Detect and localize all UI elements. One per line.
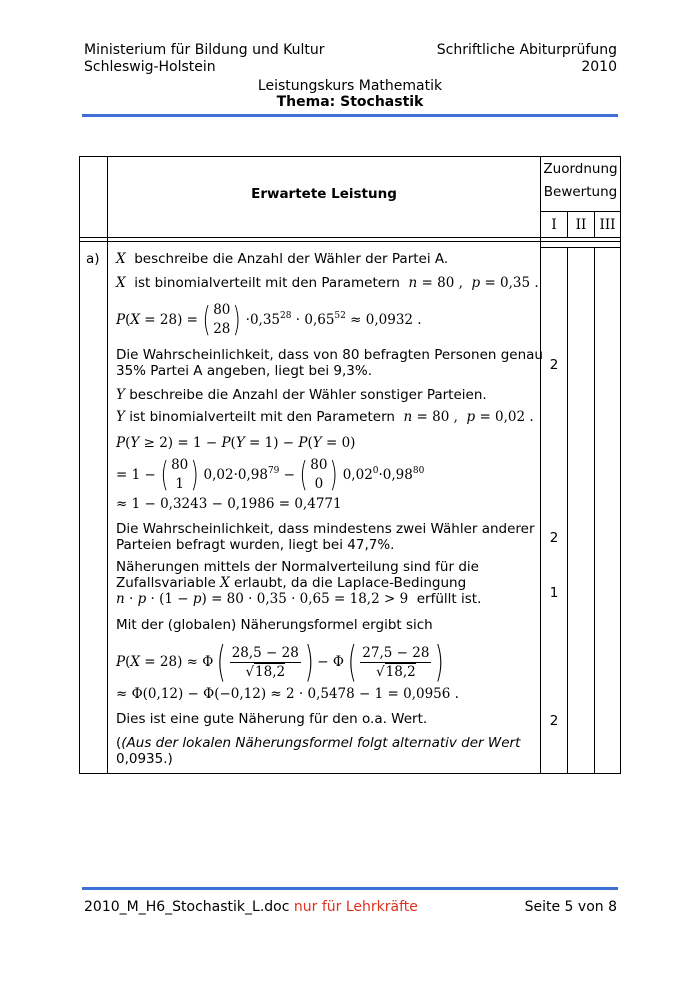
score-3: 1 — [549, 585, 559, 601]
footer-rule — [82, 887, 618, 890]
level-header-3: III — [599, 217, 616, 233]
formula-px28: P(X = 28) = ( 80 28 ) $\cdot 0,35^{28} \cdot 0,65^{52} \approx 0,0932$ . — [116, 300, 422, 340]
line-def-y: Y beschreibe die Anzahl der Wähler sonstiger Parteien. — [116, 387, 487, 403]
course-name: Leistungskurs Mathematik — [257, 78, 443, 94]
score-1: 2 — [549, 357, 559, 373]
text-result-2a: Die Wahrscheinlichkeit, dass mindestens zwei Wähler anderer — [116, 521, 535, 537]
exam-year: 2010 — [581, 59, 617, 75]
topic-title: Thema: Stochastik — [276, 94, 424, 110]
level-header-1: I — [551, 217, 557, 233]
text-result-1a: Die Wahrscheinlichkeit, dass von 80 befragten Personen genau — [116, 347, 543, 363]
column-header-bewertung: Bewertung — [543, 184, 618, 200]
text-local-formula-a: ((Aus der lokalen Näherungsformel folgt alternativ der Wert — [116, 735, 521, 751]
page-number: Seite 5 von 8 — [524, 899, 617, 915]
ministry-name: Ministerium für Bildung und Kultur — [84, 42, 325, 58]
line-binom-x: X ist binomialverteilt mit den Parametern n = 80 , p = 0,35 . — [116, 275, 539, 291]
column-header-zuordnung: Zuordnung — [543, 161, 618, 177]
footer-note: nur für Lehrkräfte — [293, 899, 418, 915]
state-name: Schleswig-Holstein — [84, 59, 216, 75]
level-header-2: II — [575, 217, 587, 233]
task-label: a) — [86, 251, 100, 267]
line-def-x: X beschreibe die Anzahl der Wähler der Partei A. — [116, 251, 449, 267]
formula-py2: P(Y ≥ 2) = 1 − P(Y = 1) − P(Y = 0) — [116, 435, 356, 451]
text-result-2b: Parteien befragt wurden, liegt bei 47,7%. — [116, 537, 395, 553]
column-header-expected: Erwartete Leistung — [251, 186, 397, 202]
formula-phi-result: ≈ Φ(0,12) − Φ(−0,12) ≈ 2 · 0,5478 − 1 = 0,0956 . — [116, 686, 459, 702]
score-4: 2 — [549, 713, 559, 729]
text-local-formula-b: 0,0935.) — [116, 751, 173, 767]
text-result-1b: 35% Partei A angeben, liegt bei 9,3%. — [116, 363, 373, 379]
text-laplace: n · p · (1 − p) = 80 · 0,35 · 0,65 = 18,2 > 9 erfüllt ist. — [116, 591, 482, 607]
footer-left — [84, 899, 418, 916]
exam-title: Schriftliche Abiturprüfung — [436, 42, 617, 58]
formula-phi: P(X = 28) ≈ Φ ( $\frac{28,5 - 28}{√18,2}$ ) − Φ ( $\frac{27,5 - 28}{√18,2}$ ) — [116, 637, 445, 686]
text-normal-2: Zufallsvariable X erlaubt, da die Laplace-Bedingung — [116, 575, 467, 591]
footer-filename: 2010_M_H6_Stochastik_L.doc — [84, 899, 290, 915]
text-normal-1: Näherungen mittels der Normalverteilung sind für die — [116, 559, 479, 575]
text-approximation-note: Dies ist eine gute Näherung für den o.a. Wert. — [116, 711, 428, 727]
formula-py2-result: ≈ 1 − 0,3243 − 0,1986 = 0,4771 — [116, 496, 342, 512]
formula-py2-expanded: = 1 − ( 80 1 ) $0,02\cdot 0,98^{79}$ − ( 80 0 ) $0,02^0\cdot 0,98^{80}$ — [116, 455, 425, 495]
line-binom-y: Y ist binomialverteilt mit den Parametern n = 80 , p = 0,02 . — [116, 409, 534, 425]
header-rule — [82, 114, 618, 117]
text-global-formula: Mit der (globalen) Näherungsformel ergibt sich — [116, 617, 433, 633]
score-2: 2 — [549, 530, 559, 546]
